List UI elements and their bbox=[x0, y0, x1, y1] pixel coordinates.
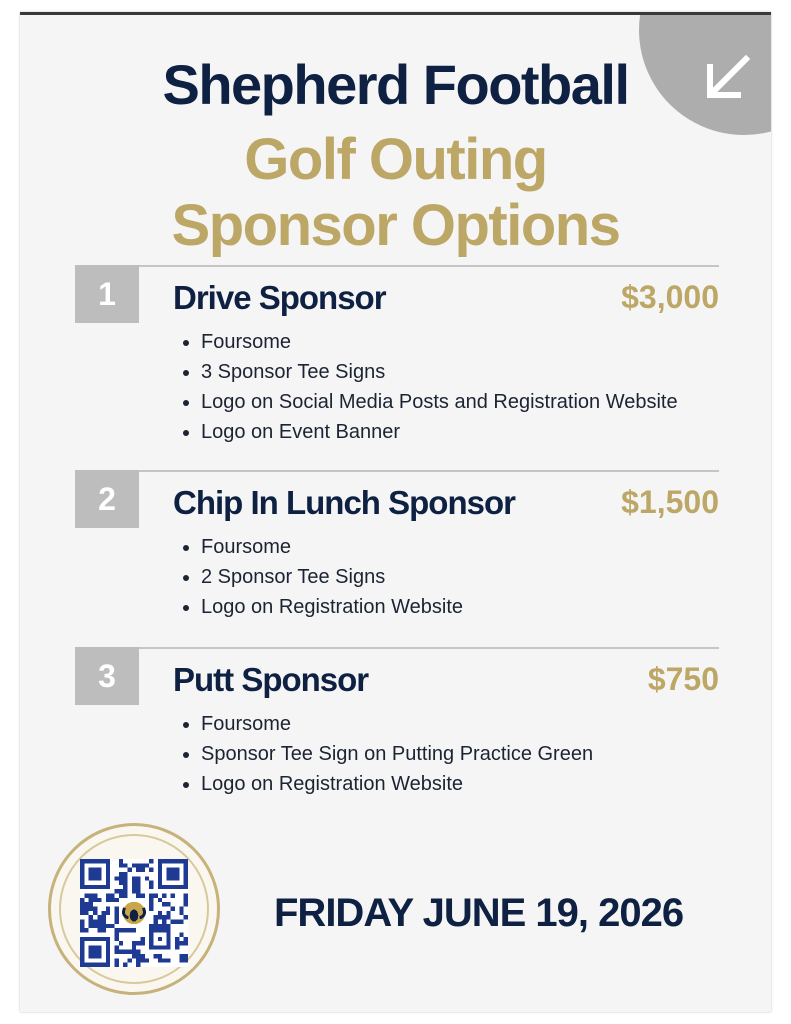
benefit-item: • Logo on Event Banner bbox=[201, 417, 678, 447]
title-event: Golf Outing bbox=[244, 127, 547, 192]
sponsor-tier-putt bbox=[75, 647, 719, 807]
tier-name: Drive Sponsor bbox=[173, 279, 386, 316]
section-divider bbox=[139, 647, 719, 649]
benefit-list bbox=[179, 327, 678, 447]
benefit-item: • 2 Sponsor Tee Signs bbox=[201, 562, 463, 592]
benefit-item: • 3 Sponsor Tee Signs bbox=[201, 357, 678, 387]
benefit-item: • Logo on Registration Website bbox=[201, 769, 593, 799]
tier-price: $3,000 bbox=[621, 279, 719, 315]
benefit-item: • Sponsor Tee Sign on Putting Practice Green bbox=[201, 739, 593, 769]
benefit-item: • Logo on Social Media Posts and Registration Website bbox=[201, 387, 678, 417]
qr-code-icon[interactable] bbox=[80, 859, 188, 967]
title-school: Shepherd Football bbox=[162, 53, 629, 116]
flyer-page bbox=[20, 12, 771, 1012]
tier-price: $750 bbox=[647, 661, 719, 697]
section-divider bbox=[139, 470, 719, 472]
benefit-list bbox=[179, 709, 593, 799]
event-date: FRIDAY JUNE 19, 2026 bbox=[274, 891, 684, 935]
sponsor-tier-chip-in-lunch bbox=[75, 470, 719, 630]
section-divider bbox=[139, 265, 719, 267]
benefit-item: • Foursome bbox=[201, 532, 463, 562]
benefit-item: • Logo on Registration Website bbox=[201, 592, 463, 622]
tier-name: Chip In Lunch Sponsor bbox=[173, 484, 515, 521]
sponsor-tier-drive bbox=[75, 265, 719, 445]
tier-number-badge: 2 bbox=[75, 470, 139, 528]
tier-price: $1,500 bbox=[621, 484, 719, 520]
title-subheading: Sponsor Options bbox=[171, 193, 620, 258]
ram-logo-icon bbox=[119, 898, 148, 927]
tier-name: Putt Sponsor bbox=[173, 661, 369, 698]
tier-number-badge: 3 bbox=[75, 647, 139, 705]
benefit-list bbox=[179, 532, 463, 622]
benefit-item: • Foursome bbox=[201, 327, 678, 357]
tier-number-badge: 1 bbox=[75, 265, 139, 323]
benefit-item: • Foursome bbox=[201, 709, 593, 739]
